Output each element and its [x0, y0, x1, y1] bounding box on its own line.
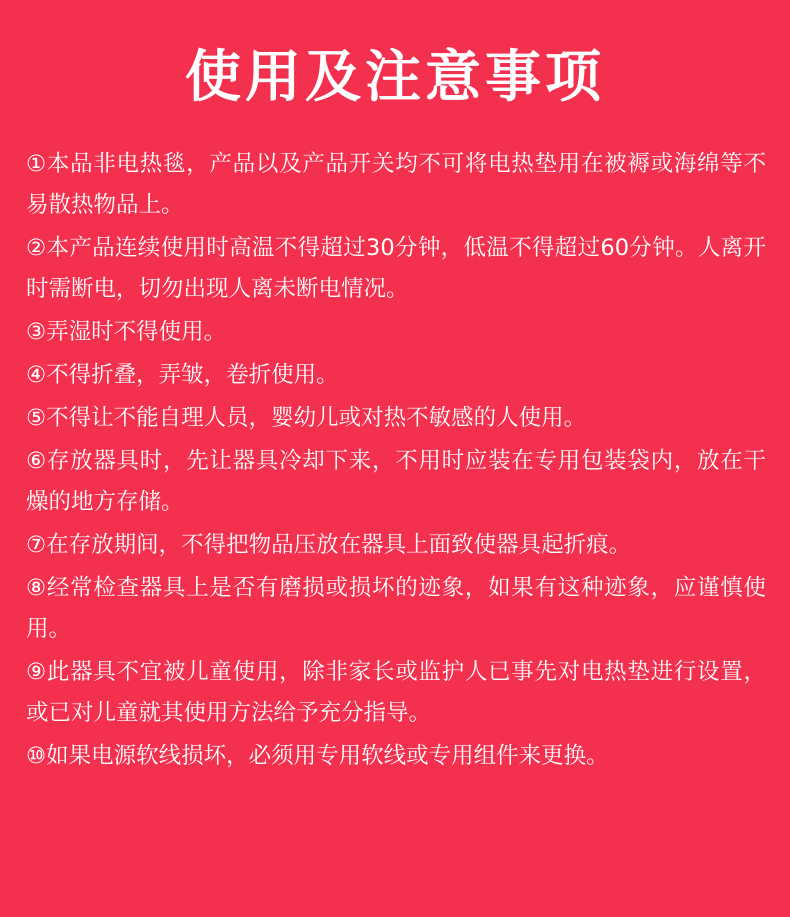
list-item: ⑥存放器具时，先让器具冷却下来，不用时应装在专用包装袋内，放在干燥的地方存储。 — [26, 448, 766, 516]
list-item: ④不得折叠，弄皱，卷折使用。 — [26, 362, 339, 389]
list-item: ③弄湿时不得使用。 — [26, 319, 227, 346]
notice-list — [0, 144, 790, 779]
list-item: ②本产品连续使用时高温不得超过30分钟，低温不得超过60分钟。人离开时需断电，切勿出现人离未断电情况。 — [26, 235, 766, 303]
list-item: ⑨此器具不宜被儿童使用，除非家长或监护人已事先对电热垫进行设置，或已对儿童就其使用方法给予充分指导。 — [26, 659, 766, 727]
list-item: ⑤不得让不能自理人员，婴幼儿或对热不敏感的人使用。 — [26, 405, 587, 432]
list-item: ⑧经常检查器具上是否有磨损或损坏的迹象，如果有这种迹象，应谨慎使用。 — [26, 575, 766, 643]
list-item: ⑦在存放期间，不得把物品压放在器具上面致使器具起折痕。 — [26, 532, 632, 559]
list-item: ①本品非电热毯，产品以及产品开关均不可将电热垫用在被褥或海绵等不易散热物品上。 — [26, 151, 766, 219]
list-item: ⑩如果电源软线损坏，必须用专用软线或专用组件来更换。 — [26, 743, 609, 770]
page-title: 使用及注意事项 — [185, 45, 605, 110]
